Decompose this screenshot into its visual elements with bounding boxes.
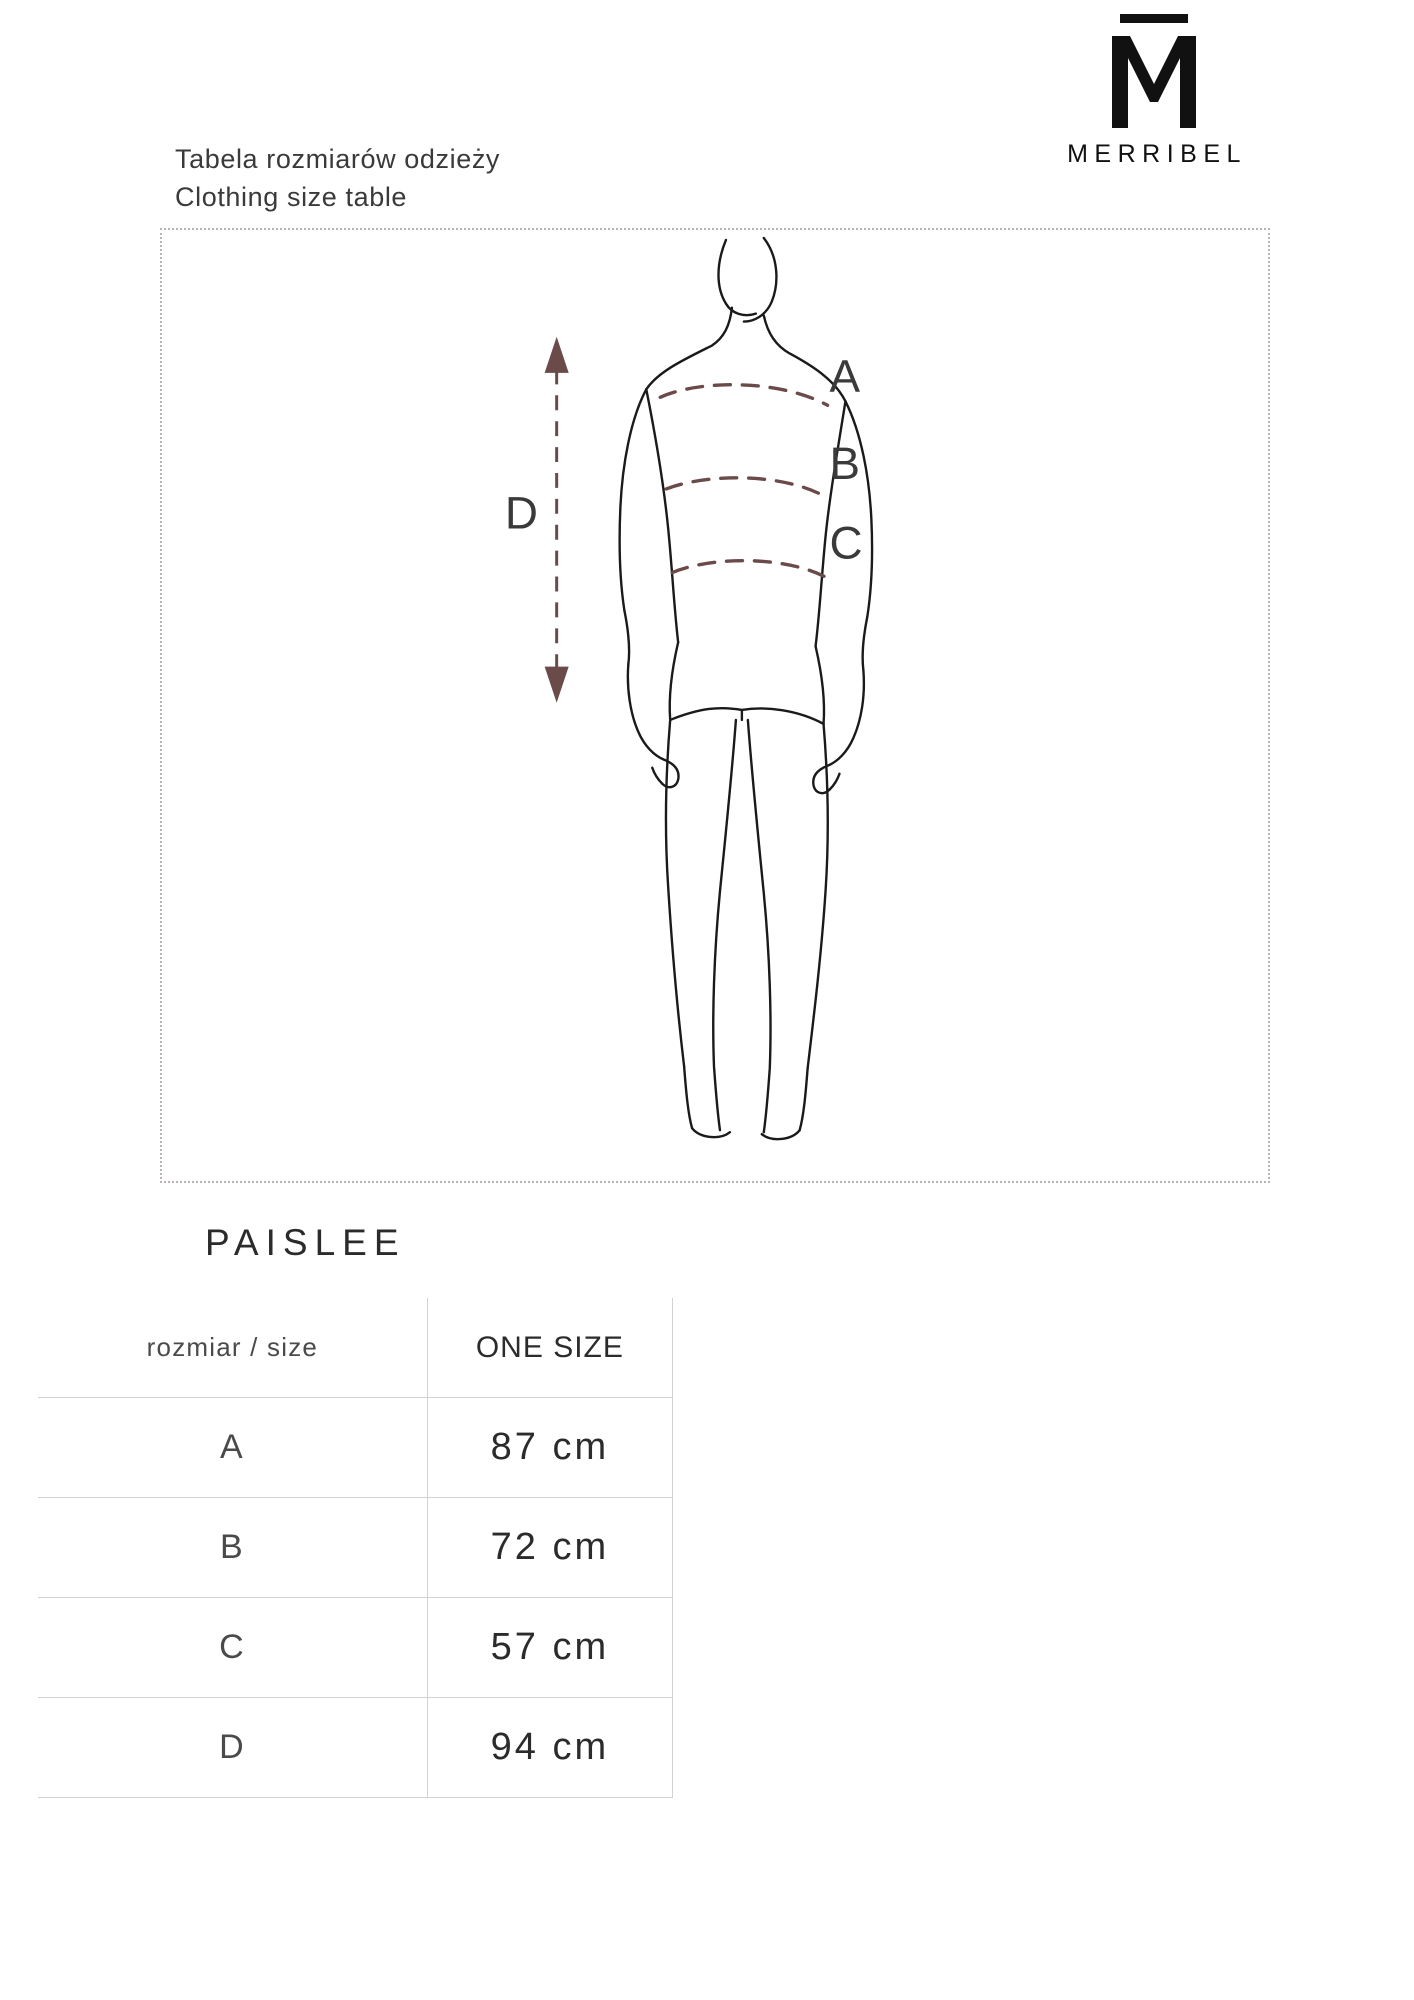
table-row bbox=[38, 1398, 673, 1498]
measure-line-c bbox=[672, 561, 831, 581]
table-row bbox=[38, 1498, 673, 1598]
measure-line-a bbox=[660, 385, 827, 406]
figure-label-a: A bbox=[829, 350, 861, 402]
row-label-c: C bbox=[38, 1598, 427, 1698]
table-header-value: ONE SIZE bbox=[427, 1298, 672, 1398]
figure-label-b: B bbox=[829, 437, 861, 489]
measure-line-b bbox=[666, 478, 825, 497]
body-figure bbox=[162, 230, 1268, 1181]
size-table bbox=[38, 1298, 673, 1798]
table-row bbox=[38, 1598, 673, 1698]
figure-label-c: C bbox=[829, 517, 863, 569]
row-value-d: 94 cm bbox=[427, 1698, 672, 1798]
table-row bbox=[38, 1698, 673, 1798]
table-header-row bbox=[38, 1298, 673, 1398]
row-value-b: 72 cm bbox=[427, 1498, 672, 1598]
row-value-a: 87 cm bbox=[427, 1398, 672, 1498]
brand-logo bbox=[1024, 10, 1284, 169]
row-label-a: A bbox=[38, 1398, 427, 1498]
brand-name: MERRIBEL bbox=[1067, 140, 1247, 168]
row-label-b: B bbox=[38, 1498, 427, 1598]
product-name: PAISLEE bbox=[205, 1222, 406, 1263]
title-polish: Tabela rozmiarów odzieży bbox=[175, 144, 501, 174]
title-english: Clothing size table bbox=[175, 182, 408, 213]
figure-panel bbox=[160, 228, 1270, 1183]
m-monogram-icon bbox=[1084, 10, 1224, 130]
figure-label-d: D bbox=[504, 487, 538, 539]
row-label-d: D bbox=[38, 1698, 427, 1798]
row-value-c: 57 cm bbox=[427, 1598, 672, 1698]
page-title bbox=[175, 140, 500, 217]
table-header-label: rozmiar / size bbox=[38, 1298, 427, 1398]
